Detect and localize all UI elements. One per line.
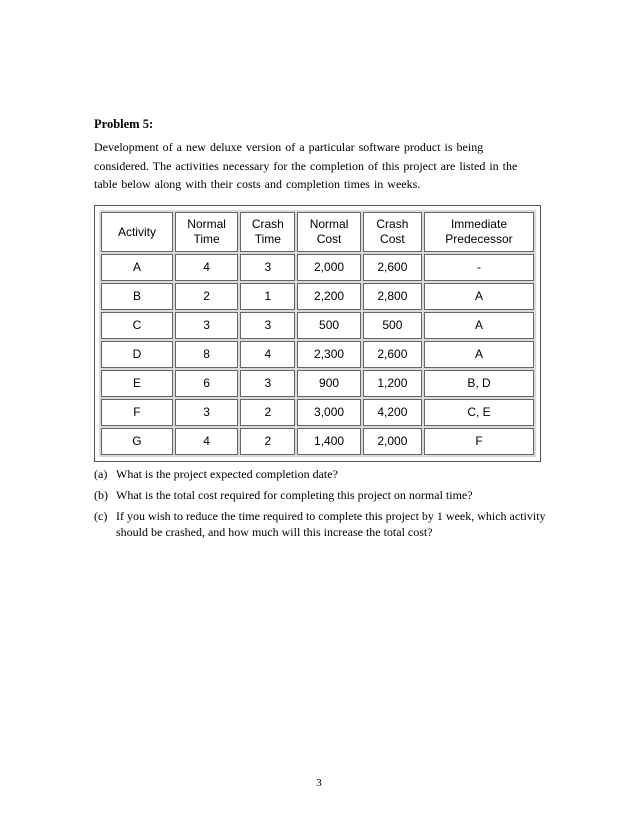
question-label: (c) xyxy=(94,509,108,523)
question-label: (b) xyxy=(94,488,108,502)
cell-activity: C xyxy=(101,312,173,339)
header-activity xyxy=(101,212,173,252)
cell-normal-time: 2 xyxy=(175,283,238,310)
header-crash-cost xyxy=(363,212,422,252)
cell-predecessor: A xyxy=(424,312,534,339)
cell-normal-time: 4 xyxy=(175,428,238,455)
header-normal-time xyxy=(175,212,238,252)
question-list xyxy=(94,466,554,545)
cell-predecessor: - xyxy=(424,254,534,281)
header-line: Crash xyxy=(376,217,409,231)
cell-predecessor: C, E xyxy=(424,399,534,426)
cell-normal-cost: 1,400 xyxy=(297,428,360,455)
cell-crash-time: 2 xyxy=(240,399,295,426)
cell-predecessor: A xyxy=(424,341,534,368)
page-number: 3 xyxy=(316,777,322,789)
cell-crash-cost: 2,600 xyxy=(363,341,422,368)
cell-normal-cost: 900 xyxy=(297,370,360,397)
cell-crash-cost: 1,200 xyxy=(363,370,422,397)
question-text: If you wish to reduce the time required to complete this project by 1 week, which activity should be crashed, and how much will this increase the total cost? xyxy=(116,509,546,539)
header-crash-time xyxy=(240,212,295,252)
cell-crash-cost: 2,600 xyxy=(363,254,422,281)
cell-crash-cost: 500 xyxy=(363,312,422,339)
problem-intro: Development of a new deluxe version of a particular software product is being considered. The activities necessary for the completion of this project are listed in the table below along with their costs and completion times in weeks. xyxy=(94,140,518,191)
table-row xyxy=(101,312,534,339)
cell-normal-cost: 2,200 xyxy=(297,283,360,310)
question-a xyxy=(94,466,554,482)
cell-normal-time: 4 xyxy=(175,254,238,281)
cell-predecessor: B, D xyxy=(424,370,534,397)
cell-crash-cost: 2,000 xyxy=(363,428,422,455)
activity-table-frame xyxy=(94,205,541,462)
table-header-row xyxy=(101,212,534,252)
header-line: Time xyxy=(254,232,281,246)
cell-predecessor: F xyxy=(424,428,534,455)
question-text: What is the total cost required for completing this project on normal time? xyxy=(116,488,473,502)
table-row xyxy=(101,341,534,368)
question-b xyxy=(94,487,554,503)
table-row xyxy=(101,428,534,455)
header-line: Predecessor xyxy=(445,232,513,246)
cell-activity: B xyxy=(101,283,173,310)
table-row xyxy=(101,283,534,310)
question-text: What is the project expected completion date? xyxy=(116,467,338,481)
cell-crash-cost: 2,800 xyxy=(363,283,422,310)
header-line: Normal xyxy=(309,217,349,231)
header-line: Time xyxy=(193,232,220,246)
table-row xyxy=(101,399,534,426)
problem-title: Problem 5: xyxy=(94,117,154,131)
header-line: Crash xyxy=(251,217,284,231)
cell-crash-time: 3 xyxy=(240,312,295,339)
header-line: Cost xyxy=(316,232,342,246)
header-line: Immediate xyxy=(450,217,507,231)
cell-activity: A xyxy=(101,254,173,281)
cell-predecessor: A xyxy=(424,283,534,310)
cell-normal-time: 3 xyxy=(175,312,238,339)
cell-crash-time: 2 xyxy=(240,428,295,455)
cell-normal-time: 6 xyxy=(175,370,238,397)
cell-crash-cost: 4,200 xyxy=(363,399,422,426)
cell-activity: D xyxy=(101,341,173,368)
cell-crash-time: 3 xyxy=(240,254,295,281)
cell-crash-time: 3 xyxy=(240,370,295,397)
cell-normal-cost: 2,000 xyxy=(297,254,360,281)
cell-normal-time: 3 xyxy=(175,399,238,426)
cell-activity: E xyxy=(101,370,173,397)
cell-normal-cost: 500 xyxy=(297,312,360,339)
header-line: Cost xyxy=(380,232,405,246)
header-line: Activity xyxy=(117,224,156,239)
header-immediate-predecessor xyxy=(424,212,534,252)
header-normal-cost xyxy=(297,212,360,252)
header-line: Normal xyxy=(187,217,226,231)
activity-table xyxy=(99,210,536,457)
cell-normal-time: 8 xyxy=(175,341,238,368)
cell-normal-cost: 2,300 xyxy=(297,341,360,368)
cell-activity: F xyxy=(101,399,173,426)
question-c xyxy=(94,508,554,540)
question-label: (a) xyxy=(94,467,108,481)
cell-crash-time: 1 xyxy=(240,283,295,310)
cell-crash-time: 4 xyxy=(240,341,295,368)
table-row xyxy=(101,254,534,281)
table-row xyxy=(101,370,534,397)
cell-normal-cost: 3,000 xyxy=(297,399,360,426)
cell-activity: G xyxy=(101,428,173,455)
